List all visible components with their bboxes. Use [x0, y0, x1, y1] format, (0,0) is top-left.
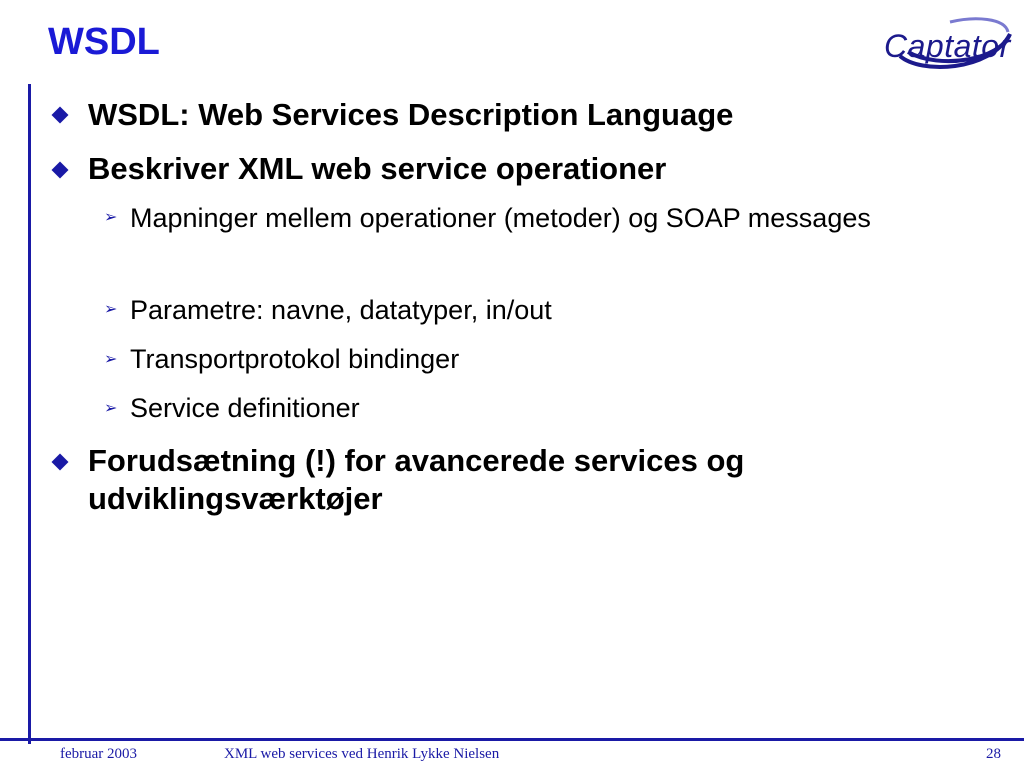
bullet-item: Beskriver XML web service operationer [88, 151, 667, 186]
diamond-bullet-icon [52, 454, 69, 471]
left-rule [28, 84, 31, 744]
arrow-bullet-icon: ➢ [104, 400, 118, 417]
sub-bullet-item: Service definitioner [130, 393, 360, 423]
arrow-bullet-icon: ➢ [104, 209, 118, 226]
diamond-bullet-icon [52, 162, 69, 179]
footer-title: XML web services ved Henrik Lykke Nielsen [224, 746, 500, 762]
captator-logo [880, 12, 1016, 76]
bullet-item: WSDL: Web Services Description Language [88, 97, 734, 132]
arrow-bullet-icon: ➢ [104, 351, 118, 368]
bullet-item: Forudsætning (!) for avancerede services og udviklingsværktøjer [88, 443, 745, 516]
slide-title: WSDL [48, 21, 160, 63]
sub-bullet-item: Transportprotokol bindinger [130, 344, 460, 374]
diamond-bullet-icon [52, 107, 69, 124]
sub-bullet-item: Parametre: navne, datatyper, in/out [130, 295, 552, 325]
sub-bullet-item: Mapninger mellem operationer (metoder) og SOAP messages [130, 203, 871, 233]
page-number: 28 [986, 746, 1001, 762]
footer-rule [0, 738, 1024, 741]
footer-date: februar 2003 [60, 746, 138, 762]
arrow-bullet-icon: ➢ [104, 301, 118, 318]
logo-text: Captator [884, 28, 1011, 64]
